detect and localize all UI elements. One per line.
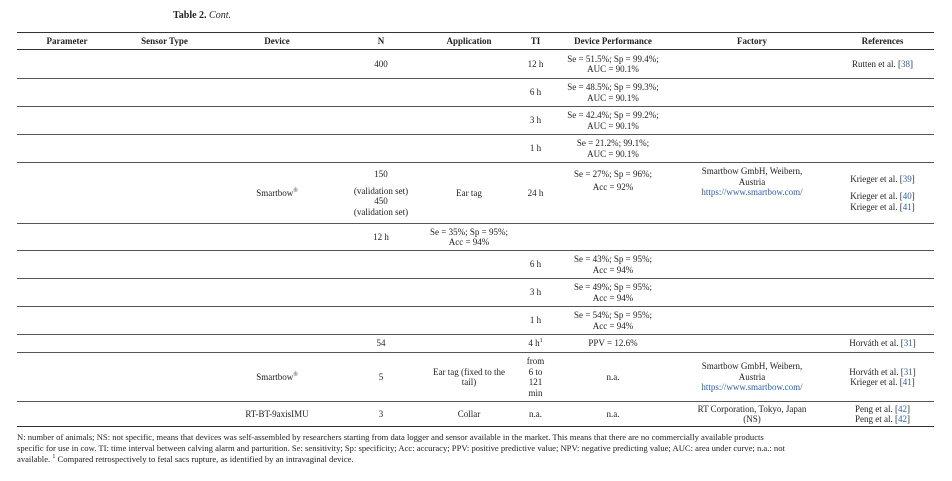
- cell-application: Ear tag: [420, 163, 518, 224]
- perf-line: Acc = 92%: [592, 181, 634, 192]
- header-device: Device: [212, 33, 342, 50]
- cell-performance: [553, 50, 673, 79]
- factory-link[interactable]: https://www.smartbow.com/: [701, 187, 803, 197]
- cell-n: 12 h: [342, 224, 420, 251]
- perf-line: Se = 21.2%; 99.1%;: [576, 138, 650, 148]
- cell-application: Collar: [420, 402, 518, 427]
- cell-device: [212, 353, 342, 402]
- cell-performance: [553, 279, 673, 307]
- table-row: [17, 224, 934, 251]
- factory-line: RT Corporation, Tokyo, Japan: [697, 403, 807, 414]
- cell-ti: 6 h: [518, 251, 553, 279]
- perf-line: Se = 48.5%; Sp = 99.3%;: [567, 82, 659, 92]
- factory-line: (NS): [743, 414, 761, 424]
- table-row: [17, 50, 934, 79]
- cell-performance: [553, 163, 673, 224]
- app-line: Acc = 94%: [448, 237, 490, 247]
- ref-text: Rutten et al.: [852, 58, 896, 69]
- cell-performance: [553, 135, 673, 163]
- ref-link[interactable]: 41: [902, 201, 912, 212]
- ref-text: Horváth et al.: [849, 338, 899, 349]
- perf-line: Acc = 94%: [592, 292, 634, 303]
- footnote-text: available.: [17, 454, 51, 464]
- cell-references: Krieger et al. [39] Krieger et al. [40] Krieger et al. [41]: [831, 163, 934, 224]
- app-line: Se = 35%; Sp = 95%;: [430, 226, 508, 237]
- cell-ti: n.a.: [518, 402, 553, 427]
- table-footnote: [17, 432, 934, 465]
- perf-line: Acc = 94%: [592, 320, 634, 331]
- ref-text: Horváth et al.: [849, 366, 899, 377]
- app-line: Ear tag (fixed to the: [433, 366, 505, 377]
- cell-ti: [518, 353, 553, 402]
- cell-ti: 3 h: [518, 279, 553, 307]
- table-row: [17, 79, 934, 107]
- factory-link[interactable]: https://www.smartbow.com/: [701, 382, 803, 393]
- n-line: 450: [374, 196, 388, 206]
- cell-ti: 1 h: [518, 307, 553, 335]
- table-cont: Cont.: [209, 10, 231, 21]
- cell-performance: [553, 251, 673, 279]
- cell-device: RT-BT-9axisIMU: [212, 402, 342, 427]
- header-performance: Device Performance: [553, 33, 673, 50]
- device-name: Smartbow: [256, 371, 294, 382]
- footnote-mark: 1: [539, 338, 543, 345]
- perf-line: AUC = 90.1%: [587, 92, 639, 103]
- cell-n: 400: [342, 50, 420, 79]
- perf-line: Se = 54%; Sp = 95%;: [574, 310, 652, 320]
- cell-ti: 12 h: [518, 50, 553, 79]
- cell-n: 54: [342, 335, 420, 353]
- header-ti: TI: [518, 33, 553, 50]
- app-line: tail): [461, 377, 477, 387]
- ref-link[interactable]: 40: [902, 191, 912, 202]
- table-caption: [173, 10, 231, 21]
- cell-ti: [518, 335, 553, 353]
- cell-n: 3: [342, 402, 420, 427]
- perf-line: Se = 51.5%; Sp = 99.4%;: [567, 53, 659, 64]
- factory-line: Austria: [738, 176, 766, 187]
- ref-text: Krieger et al.: [850, 201, 898, 212]
- cell-application: [420, 353, 518, 402]
- perf-line: Se = 43%; Sp = 95%;: [574, 254, 652, 264]
- cell-n: [342, 163, 420, 224]
- cell-ti: 24 h: [518, 163, 553, 224]
- cell-factory: [673, 353, 831, 402]
- cell-performance: [553, 307, 673, 335]
- ref-text: Krieger et al.: [850, 377, 898, 387]
- perf-line: Acc = 94%: [592, 264, 634, 275]
- ref-link[interactable]: 42: [898, 403, 907, 414]
- table-row: [17, 251, 934, 279]
- factory-line: Austria: [738, 371, 766, 382]
- ref-link[interactable]: 31: [903, 338, 913, 349]
- ref-link[interactable]: 41: [902, 377, 912, 387]
- cell-references: Rutten et al. [38]: [831, 50, 934, 79]
- cell-references: Horváth et al. [31] Krieger et al. [41]: [831, 353, 934, 402]
- table-row: [17, 402, 934, 427]
- header-application: Application: [420, 33, 518, 50]
- cell-performance: n.a.: [553, 402, 673, 427]
- perf-line: AUC = 90.1%: [587, 148, 639, 159]
- perf-line: AUC = 90.1%: [587, 64, 639, 74]
- ref-link[interactable]: 39: [902, 173, 912, 184]
- ref-text: Krieger et al.: [850, 191, 898, 202]
- ref-text: Peng et al.: [855, 414, 893, 424]
- n-line: (validation set): [353, 206, 409, 217]
- perf-line: Se = 49%; Sp = 95%;: [574, 282, 652, 292]
- header-parameter: Parameter: [17, 33, 117, 50]
- table-row: [17, 279, 934, 307]
- device-name: Smartbow: [256, 187, 294, 198]
- ref-link[interactable]: 31: [903, 366, 913, 377]
- table-row: [17, 107, 934, 135]
- cell-performance: [553, 107, 673, 135]
- n-line: (validation set): [353, 185, 409, 196]
- cell-factory: [673, 402, 831, 427]
- n-line: 150: [374, 169, 388, 179]
- footnote-line: N: number of animals; NS: not specific, means that devices was self-assembled by researchers starting from data logger and sensor available in the market. This means that there are no commercially available products: [17, 432, 764, 442]
- cell-ti: 6 h: [518, 79, 553, 107]
- table-row: [17, 307, 934, 335]
- ti-line: min: [528, 387, 543, 398]
- table-row: [17, 135, 934, 163]
- data-table: [17, 32, 934, 427]
- perf-line: Se = 42.4%; Sp = 99.2%;: [567, 110, 659, 120]
- ti-line: 6 to: [528, 366, 543, 377]
- perf-line: AUC = 90.1%: [587, 120, 639, 131]
- header-references: References: [831, 33, 934, 50]
- cell-performance: n.a.: [553, 353, 673, 402]
- cell-n: 5: [342, 353, 420, 402]
- ref-link[interactable]: 38: [901, 58, 910, 69]
- table-row: [17, 353, 934, 402]
- header-n: N: [342, 33, 420, 50]
- footnote-line: [17, 454, 934, 465]
- header-factory: Factory: [673, 33, 831, 50]
- footnote-line: specific for use in cow. TI: time interval between calving alarm and parturition. Se: sensitivity; Sp: specificity; Acc: accuracy; PPV: positive predictive value; NPV: negative predicting value; AUC: area under curve; n.a.: not: [17, 443, 785, 453]
- header-row: [17, 33, 934, 50]
- table-row: [17, 163, 934, 224]
- factory-line: Smartbow GmbH, Weibern,: [701, 361, 803, 372]
- cell-ti: 1 h: [518, 135, 553, 163]
- ti-line: 121: [528, 377, 543, 387]
- cell-application: [420, 224, 518, 251]
- footnote-text: Compared retrospectively to fetal sacs rupture, as identified by an intravaginal device.: [57, 454, 354, 464]
- ref-text: Krieger et al.: [850, 173, 898, 184]
- table-row: [17, 335, 934, 353]
- ref-link[interactable]: 42: [898, 414, 907, 424]
- ref-text: Peng et al.: [855, 403, 893, 414]
- registered-mark: ®: [293, 371, 298, 378]
- header-sensor-type: Sensor Type: [117, 33, 212, 50]
- cell-performance: [553, 79, 673, 107]
- ti-value: 4 h: [528, 338, 540, 349]
- ti-line: from: [526, 356, 545, 366]
- cell-device: [212, 163, 342, 224]
- cell-references: Peng et al. [42] Peng et al. [42]: [831, 402, 934, 427]
- perf-line: Se = 27%; Sp = 96%;: [574, 169, 652, 179]
- registered-mark: ®: [293, 187, 298, 194]
- cell-performance: PPV = 12.6%: [553, 335, 673, 353]
- footnote-mark: 1: [52, 454, 56, 460]
- table-label: Table 2.: [173, 10, 207, 21]
- cell-factory: [673, 163, 831, 224]
- cell-ti: 3 h: [518, 107, 553, 135]
- cell-references: Horváth et al. [31]: [831, 335, 934, 353]
- factory-line: Smartbow GmbH, Weibern,: [701, 166, 803, 176]
